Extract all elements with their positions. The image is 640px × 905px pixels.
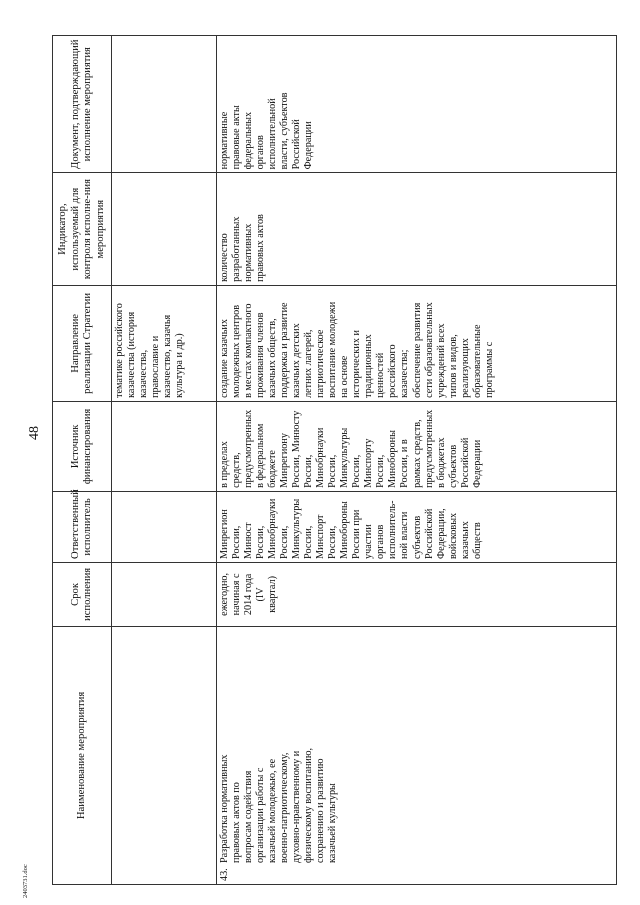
rotated-table-container <box>52 35 610 885</box>
row-number: 43. <box>219 868 230 881</box>
activity-direction: создание казачьих молодежных центров в местах компактного проживания членов казачьих обществ, поддержка и развитие казачьих детских летних лагерей, патриотическое воспитание молодежи на основе исторических и традиционных ценностей российского казачества; обеспечение развития сети образовательных учреждений всех типов и видов, реализующих образовательные программы с <box>217 285 617 401</box>
cont-document <box>112 36 217 173</box>
activity-term: ежегодно, начиная с 2014 года (IV квартал) <box>217 562 617 626</box>
activity-document: нормативные правовые акты федеральных органов исполнительной власти, субъектов Российской Федерации <box>217 36 617 173</box>
activity-responsible: Минрегион России, Минюст России, Минобрнауки России, Минкультуры России, Минспорт России, Минобороны России при участии органов исполнитель- ной власти субъектов Российской Федерации, войсковых казачьих обществ <box>217 491 617 562</box>
page-number: 48 <box>27 426 42 440</box>
cont-responsible <box>112 491 217 562</box>
cont-direction: тематике российского казачества (история казачества, православие и казачество, казачья культура и др.) <box>112 285 217 401</box>
cont-funding <box>112 401 217 491</box>
header-indicator: Индикатор, используемый для контроля исполне-ния мероприятия <box>53 173 112 285</box>
table-row <box>112 36 217 885</box>
header-responsible: Ответственный исполнитель <box>53 491 112 562</box>
row43-name-cell <box>217 626 617 884</box>
activity-indicator: количество разработанных нормативных правовых актов <box>217 173 617 285</box>
table-header-row <box>53 36 112 885</box>
header-term: Срок исполнения <box>53 562 112 626</box>
activity-funding: в пределах средств, предусмотренных в федеральном бюджете Минрегиону России, Минюсту России, Минобрнауки России, Минкультуры России, Минспорту России, Минобороны России, и в рамках средств, предусмотренных в бюджетах субъектов Российской Федерации <box>217 401 617 491</box>
cont-term <box>112 562 217 626</box>
header-document: Документ, подтверждающий исполнение мероприятия <box>53 36 112 173</box>
document-footer: 2403731.doc <box>22 864 29 898</box>
cont-name <box>112 626 217 884</box>
activities-table <box>52 35 617 885</box>
header-direction: Направление реализации Стратегии <box>53 285 112 401</box>
activity-name: Разработка нормативных правовых актов по вопросам содействия организации работы с казачьей молодежью, ее военно-патриотическому, духовно-нравственному и физическому воспитанию, сохранению и развитию казачьей культуры <box>219 747 339 863</box>
cont-indicator <box>112 173 217 285</box>
header-name: Наименование мероприятия <box>53 626 112 884</box>
table-row <box>217 36 617 885</box>
header-funding: Источник финансирования <box>53 401 112 491</box>
